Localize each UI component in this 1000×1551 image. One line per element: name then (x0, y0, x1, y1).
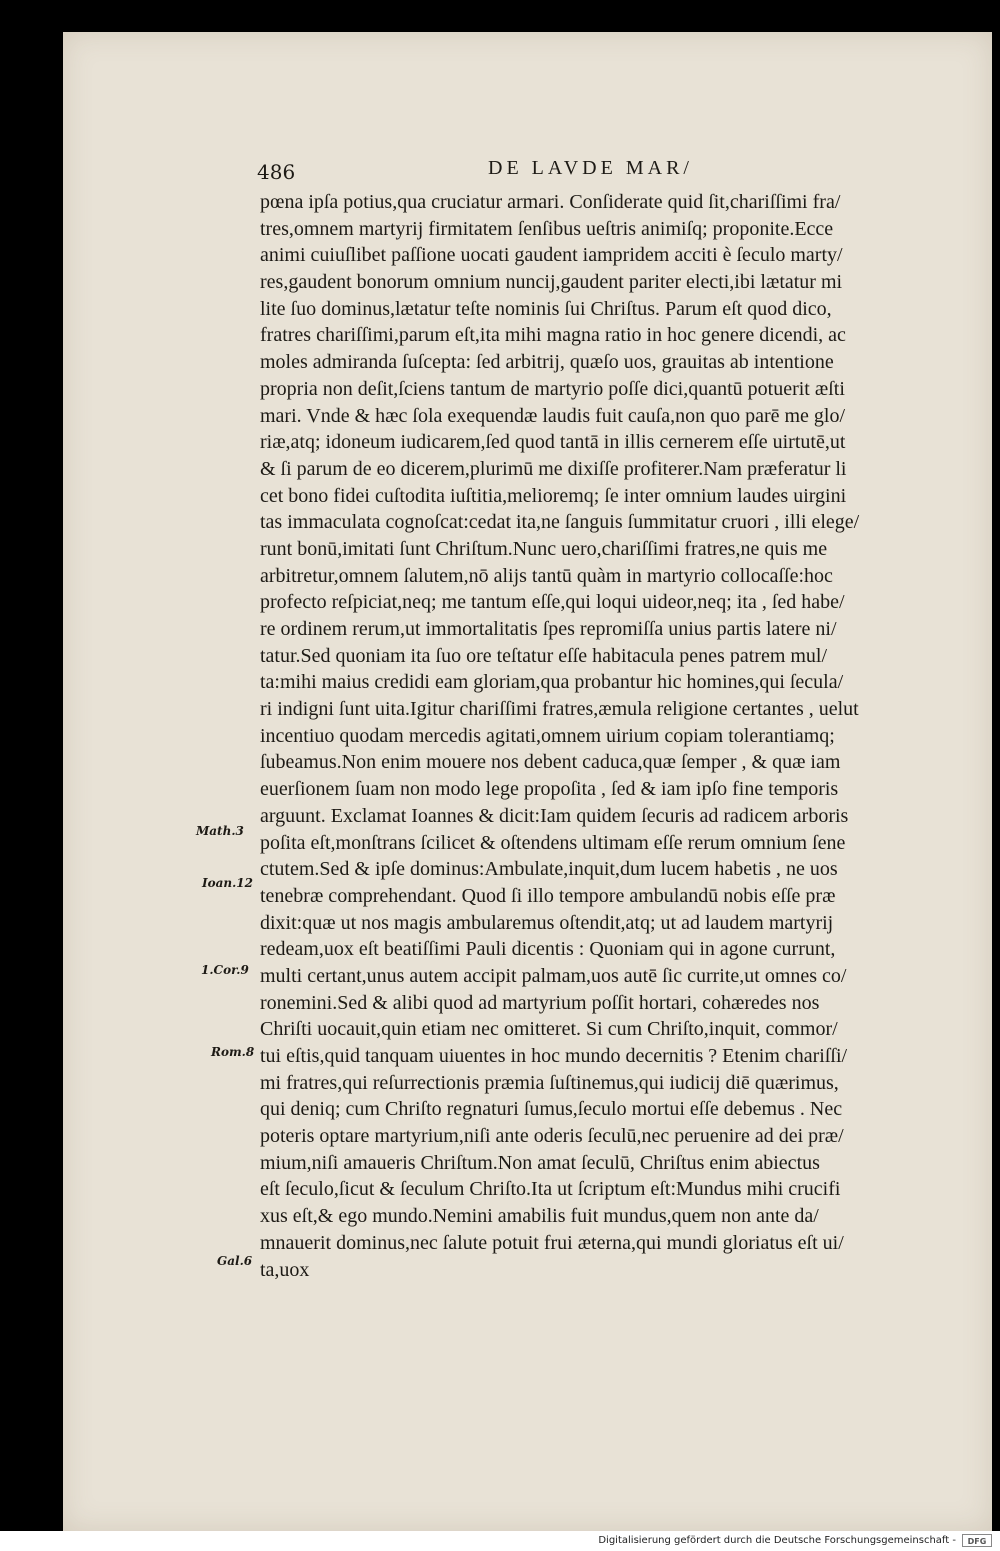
marginal-note-math: Math.3 (196, 824, 244, 838)
catchword (260, 1283, 960, 1310)
text-line: ta:mihi maius credidi eam gloriam,qua probantur hic homines,qui ſecula/ (260, 671, 844, 694)
text-line: & ſi parum de eo dicerem,plurimū me dixiſſe profiterer.Nam præferatur li (260, 457, 847, 480)
marginal-note-rom: Rom.8 (211, 1045, 255, 1059)
text-line: incentiuo quodam mercedis agitati,omnem uirium copiam tolerantiamq; (260, 724, 835, 747)
text-line: propria non deſit,ſciens tantum de martyrio poſſe dici,quantū potuerit æſti (260, 377, 845, 400)
footer-credit: Digitalisierung gefördert durch die Deutsche Forschungsgemeinschaft - (598, 1535, 956, 1546)
text-line: eſt ſeculo,ſicut & ſeculum Chriſto.Ita ut ſcriptum eſt:Mundus mihi crucifi (260, 1178, 841, 1201)
text-line: poſita eſt,monſtrans ſcilicet & oſtendens ultimam eſſe rerum omnium ſene (260, 831, 846, 854)
text-line: arguunt. Exclamat Ioannes & dicit:Iam quidem ſecuris ad radicem arboris (260, 804, 849, 827)
text-line: ta,uox (260, 1258, 310, 1281)
text-line: ronemini.Sed & alibi quod ad martyrium poſſit hortari, cohæredes nos (260, 991, 820, 1014)
text-line: cet bono fidei cuſtodita iuſtitia,melioremq; ſe inter omnium laudes uirgini (260, 484, 847, 507)
text-line: lite ſuo dominus,lætatur teſte nominis ſui Chriſtus. Parum eſt quod dico, (260, 297, 832, 320)
text-line: tas immaculata cognoſcat:cedat ita,ne ſanguis ſummitatur cruori , illi elege/ (260, 511, 860, 534)
marginal-note-cor: 1.Cor.9 (201, 963, 249, 977)
text-line: profecto reſpiciat,neq; me tantum eſſe,qui loqui uideor,neq; ita , ſed habe/ (260, 591, 845, 614)
running-head: DE LAVDE MAR/ (488, 157, 693, 179)
text-line: pœna ipſa potius,qua cruciatur armari. Conſiderate quid ſit,chariſſimi fra/ (260, 191, 841, 213)
text-line: res,gaudent bonorum omnium nuncij,gaudent pariter electi,ibi lætatur mi (260, 271, 843, 294)
text-line: multi certant,unus autem accipit palmam,uos autē ſic currite,ut omnes co/ (260, 964, 847, 987)
text-line: poteris optare martyrium,niſi ante oderis ſeculū,nec peruenire ad dei præ/ (260, 1125, 844, 1148)
text-line: ri indigni ſunt uita.Igitur chariſſimi fratres,æmula religione certantes , uelut (260, 698, 859, 721)
text-line: tatur.Sed quoniam ita ſuo ore teſtatur eſſe habitacula penes patrem mul/ (260, 644, 828, 667)
text-line: mari. Vnde & hæc ſola exequendæ laudis fuit cauſa,non quo parē me glo/ (260, 404, 846, 427)
text-line: tui eſtis,quid tanquam uiuentes in hoc mundo decernitis ? Etenim chariſſi/ (260, 1045, 848, 1067)
text-line: moles admiranda ſuſcepta: ſed arbitrij, quæſo uos, grauitas ab intentione (260, 351, 834, 374)
text-line: mium,niſi amaueris Chriſtum.Non amat ſeculū, Chriſtus enim abiectus (260, 1151, 820, 1174)
text-line: tres,omnem martyrij firmitatem ſenſibus ueſtris animiſq; proponite.Ecce (260, 217, 834, 240)
text-line: animi cuiuſlibet paſſione uocati gaudent iampridem acciti è ſeculo marty/ (260, 244, 843, 267)
body-text (260, 189, 960, 1310)
text-line: ctutem.Sed & ipſe dominus:Ambulate,inquit,dum lucem habetis , ne uos (260, 858, 838, 881)
text-line: Chriſti uocauit,quin etiam nec omitteret. Si cum Chriſto,inquit, commor/ (260, 1018, 838, 1041)
page-number: 486 (257, 160, 296, 184)
text-line: runt bonū,imitati ſunt Chriſtum.Nunc uero,chariſſimi fratres,ne quis me (260, 537, 828, 560)
text-line: xus eſt,& ego mundo.Nemini amabilis fuit mundus,quem non ante da/ (260, 1205, 819, 1228)
text-line: dixit:quæ ut nos magis ambularemus oſtendit,atq; ut ad laudem martyrij (260, 911, 834, 934)
text-line: re ordinem rerum,ut immortalitatis ſpes repromiſſa unius partis latere ni/ (260, 618, 837, 640)
text-line: fratres chariſſimi,parum eſt,ita mihi magna ratio in hoc genere dicendi, ac (260, 324, 846, 347)
marginal-note-gal: Gal.6 (217, 1254, 253, 1268)
text-line: arbitretur,omnem ſalutem,nō alijs tantū quàm in martyrio collocaſſe:hoc (260, 564, 833, 587)
text-line: qui deniq; cum Chriſto regnaturi ſumus,ſeculo mortui eſſe debemus . Nec (260, 1098, 843, 1121)
marginal-note-ioan: Ioan.12 (202, 876, 253, 890)
dfg-logo-icon: DFG (962, 1534, 992, 1547)
text-line: tenebræ comprehendant. Quod ſi illo tempore ambulandū nobis eſſe præ (260, 884, 836, 907)
text-line: ſubeamus.Non enim mouere nos debent caduca,quæ ſemper , & quæ iam (260, 751, 841, 774)
text-line: mi fratres,qui reſurrectionis præmia ſuſtinemus,qui iudicij diē quærimus, (260, 1071, 839, 1094)
text-line: mnauerit dominus,nec ſalute potuit frui æterna,qui mundi gloriatus eſt ui/ (260, 1231, 844, 1254)
text-line: redeam,uox eſt beatiſſimi Pauli dicentis : Quoniam qui in agone currunt, (260, 938, 836, 961)
text-line: riæ,atq; idoneum iudicarem,ſed quod tantā in illis cernerem eſſe uirtutē,ut (260, 431, 846, 454)
text-line: euerſionem ſuam non modo lege propoſita , ſed & iam ipſo fine temporis (260, 778, 839, 801)
footer-bar (0, 1531, 1000, 1551)
